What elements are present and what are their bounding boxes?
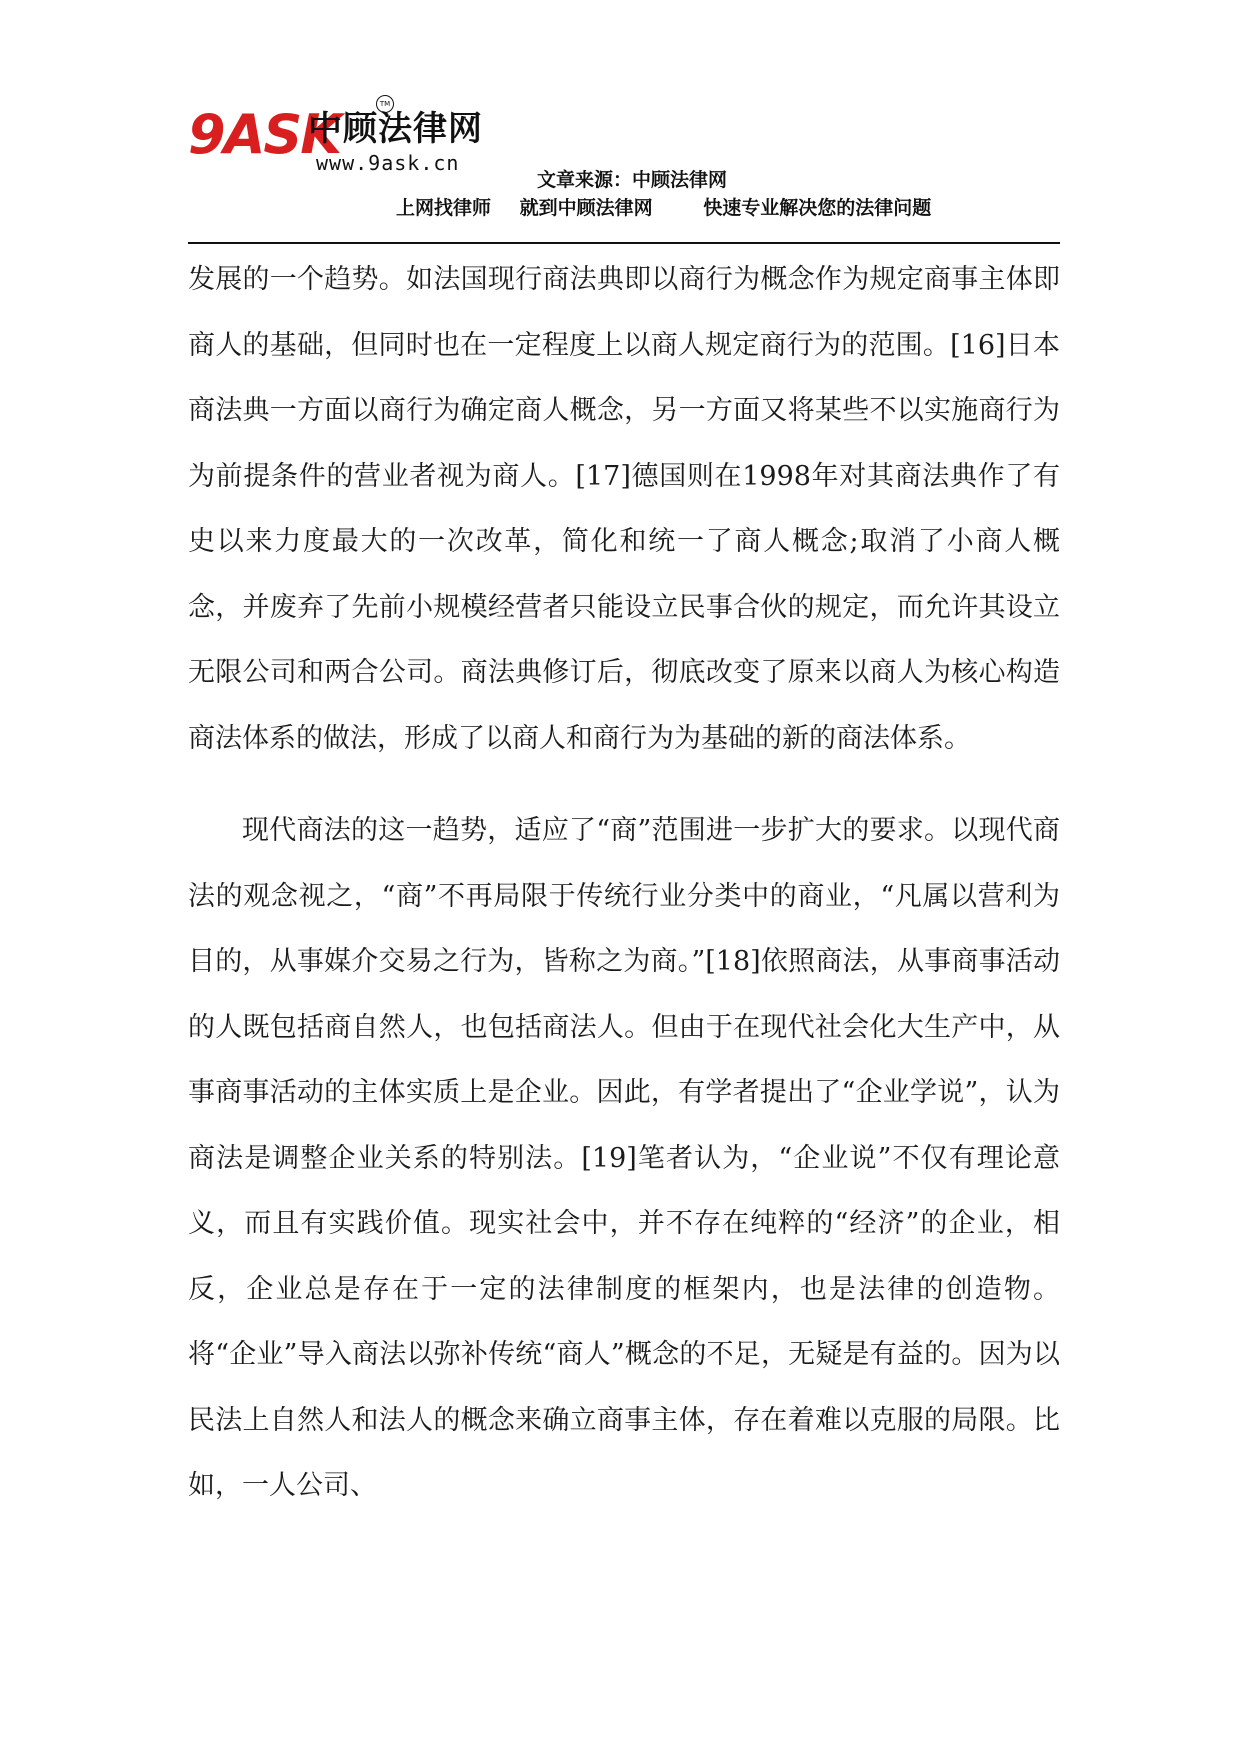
paragraph: 现代商法的这一趋势，适应了“商”范围进一步扩大的要求。以现代商法的观念视之，“商”不再局限于传统行业分类中的商业，“凡属以营利为目的，从事媒介交易之行为，皆称之为商。”[18]依照商法，从事商事活动的人既包括商自然人，也包括商法人。但由于在现代社会化大生产中，从事商事活动的主体实质上是企业。因此，有学者提出了“企业学说”，认为商法是调整企业关系的特别法。[19]笔者认为，“企业说”不仅有理论意义，而且有实践价值。现实社会中，并不存在纯粹的“经济”的企业，相反，企业总是存在于一定的法律制度的框架内，也是法律的创造物。将“企业”导入商法以弥补传统“商人”概念的不足，无疑是有益的。因为以民法上自然人和法人的概念来确立商事主体，存在着难以克服的局限。比如，一人公司、: [188, 815, 1060, 1501]
slogan-find-lawyer: 上网找律师: [396, 197, 492, 219]
logo-mark: 9ASK: [188, 103, 341, 166]
article-body: [188, 247, 1060, 1519]
article-source: 文章来源：中顾法律网: [537, 169, 728, 191]
slogan-site: 就到中顾法律网: [519, 197, 653, 219]
site-logo[interactable]: [188, 95, 518, 185]
paragraph: 发展的一个趋势。如法国现行商法典即以商行为概念作为规定商事主体即商人的基础，但同时也在一定程度上以商人规定商行为的范围。[16]日本商法典一方面以商行为确定商人概念，另一方面又将某些不以实施商行为为前提条件的营业者视为商人。[17]德国则在1998年对其商法典作了有史以来力度最大的一次改革，简化和统一了商人概念;取消了小商人概念，并废弃了先前小规模经营者只能设立民事合伙的规定，而允许其设立无限公司和两合公司。商法典修订后，彻底改变了原来以商人为核心构造商法体系的做法，形成了以商人和商行为为基础的新的商法体系。: [188, 264, 1060, 754]
header-divider: [188, 242, 1060, 244]
logo-url: www.9ask.cn: [316, 151, 460, 175]
trademark-icon: TM: [376, 95, 394, 113]
page-header: [0, 0, 1241, 245]
logo-site-name: 中顾法律网: [308, 109, 483, 149]
header-slogan: [396, 193, 931, 220]
slogan-service: 快速专业解决您的法律问题: [703, 197, 932, 219]
